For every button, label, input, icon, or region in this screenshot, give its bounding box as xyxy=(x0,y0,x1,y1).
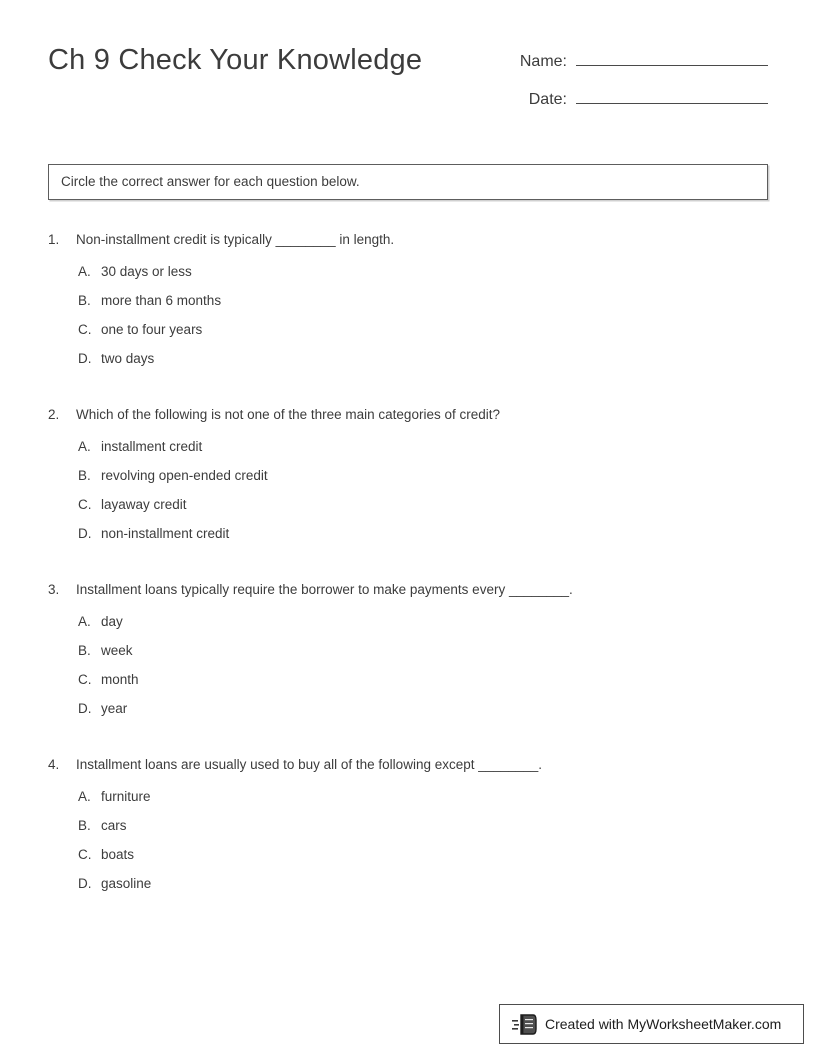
option-row[interactable] xyxy=(78,786,768,815)
question-text: Non-installment credit is typically ________ in length. xyxy=(76,232,395,247)
option-letter[interactable]: C. xyxy=(78,497,92,512)
question-block xyxy=(48,580,768,727)
option-text[interactable]: 30 days or less xyxy=(101,264,192,279)
question-text: Installment loans typically require the borrower to make payments every ________. xyxy=(76,582,573,597)
option-letter[interactable]: D. xyxy=(78,876,92,891)
option-letter[interactable]: C. xyxy=(78,847,92,862)
option-row[interactable] xyxy=(78,319,768,348)
option-letter[interactable]: A. xyxy=(78,439,91,454)
option-text[interactable]: furniture xyxy=(101,789,151,804)
date-field-label: Date: xyxy=(528,91,567,108)
option-text[interactable]: year xyxy=(101,701,128,716)
option-row[interactable] xyxy=(78,348,768,377)
option-letter[interactable]: C. xyxy=(78,672,92,687)
question-block xyxy=(48,755,768,902)
name-field-row xyxy=(508,48,768,86)
option-letter[interactable]: B. xyxy=(78,643,91,658)
option-letter[interactable]: D. xyxy=(78,526,92,541)
instruction-text: Circle the correct answer for each question below. xyxy=(61,174,360,190)
option-text[interactable]: revolving open-ended credit xyxy=(101,468,268,483)
option-text[interactable]: one to four years xyxy=(101,322,203,337)
option-letter[interactable]: A. xyxy=(78,264,91,279)
option-row[interactable] xyxy=(78,494,768,523)
option-letter[interactable]: B. xyxy=(78,293,91,308)
created-with-badge[interactable] xyxy=(499,1004,804,1044)
question-number: 4. xyxy=(48,757,60,772)
option-row[interactable] xyxy=(78,815,768,844)
option-text[interactable]: boats xyxy=(101,847,135,862)
option-text[interactable]: cars xyxy=(101,818,127,833)
option-text[interactable]: non-installment credit xyxy=(101,526,230,541)
name-write-in-line[interactable] xyxy=(576,48,768,66)
option-text[interactable]: two days xyxy=(101,351,155,366)
worksheet-header xyxy=(48,40,768,124)
question-number: 3. xyxy=(48,582,60,597)
option-letter[interactable]: C. xyxy=(78,322,92,337)
option-row[interactable] xyxy=(78,465,768,494)
question-prompt xyxy=(48,580,768,600)
option-list xyxy=(48,436,768,552)
option-row[interactable] xyxy=(78,844,768,873)
option-text[interactable]: installment credit xyxy=(101,439,203,454)
name-field-label: Name: xyxy=(519,53,567,70)
option-list xyxy=(48,786,768,902)
created-with-badge-text: Created with MyWorksheetMaker.com xyxy=(545,1016,782,1032)
option-text[interactable]: more than 6 months xyxy=(101,293,222,308)
question-prompt xyxy=(48,755,768,775)
option-text[interactable]: layaway credit xyxy=(101,497,187,512)
option-list xyxy=(48,611,768,727)
question-number: 1. xyxy=(48,232,60,247)
question-block xyxy=(48,230,768,377)
option-row[interactable] xyxy=(78,698,768,727)
instruction-box xyxy=(48,164,768,200)
option-row[interactable] xyxy=(78,436,768,465)
option-letter[interactable]: D. xyxy=(78,351,92,366)
question-prompt xyxy=(48,230,768,250)
option-letter[interactable]: B. xyxy=(78,818,91,833)
name-date-block xyxy=(508,48,768,124)
question-block xyxy=(48,405,768,552)
page-title: Ch 9 Check Your Knowledge xyxy=(48,44,423,76)
option-row[interactable] xyxy=(78,611,768,640)
option-row[interactable] xyxy=(78,290,768,319)
date-field-row xyxy=(508,86,768,124)
option-text[interactable]: gasoline xyxy=(101,876,152,891)
option-text[interactable]: day xyxy=(101,614,123,629)
option-row[interactable] xyxy=(78,669,768,698)
question-text: Which of the following is not one of the three main categories of credit? xyxy=(76,407,500,422)
option-text[interactable]: month xyxy=(101,672,139,687)
option-row[interactable] xyxy=(78,873,768,902)
option-row[interactable] xyxy=(78,523,768,552)
question-list xyxy=(48,230,768,930)
worksheet-maker-logo-icon xyxy=(512,1012,538,1036)
option-text[interactable]: week xyxy=(101,643,133,658)
option-letter[interactable]: A. xyxy=(78,789,91,804)
option-list xyxy=(48,261,768,377)
option-letter[interactable]: A. xyxy=(78,614,91,629)
date-write-in-line[interactable] xyxy=(576,86,768,104)
question-number: 2. xyxy=(48,407,60,422)
option-letter[interactable]: D. xyxy=(78,701,92,716)
option-letter[interactable]: B. xyxy=(78,468,91,483)
option-row[interactable] xyxy=(78,640,768,669)
question-text: Installment loans are usually used to buy all of the following except ________. xyxy=(76,757,543,772)
option-row[interactable] xyxy=(78,261,768,290)
question-prompt xyxy=(48,405,768,425)
